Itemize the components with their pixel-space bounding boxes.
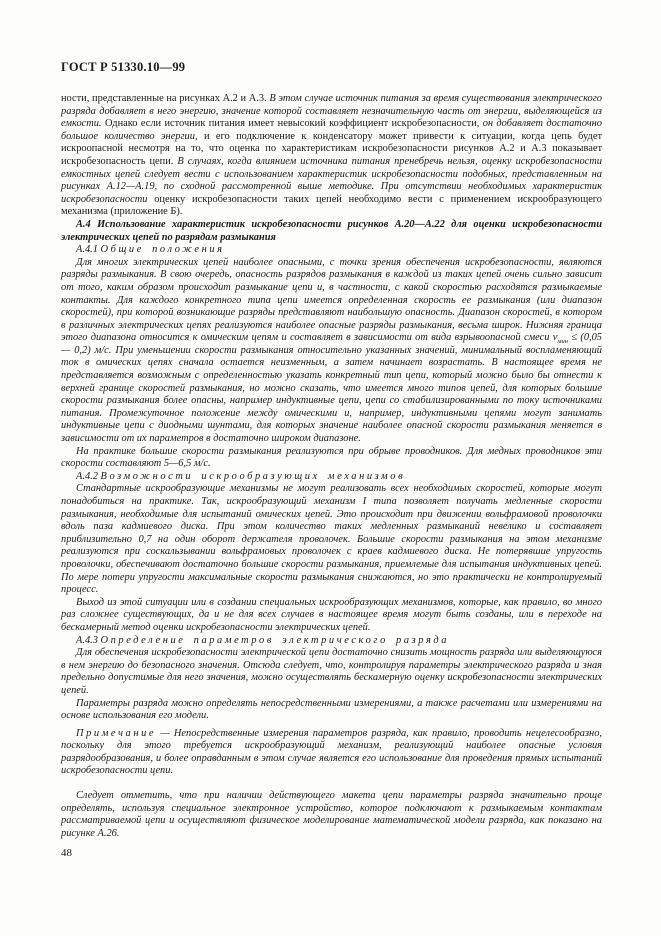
- section-heading-a4: [61, 219, 602, 244]
- text-run: Выход из этой ситуации или в создании специальных искрообразующих механизмов, которые, как правило, во много раз сложнее существующих, да и не для всех случаев в настоящее время могут быть созданы, или в переходе на бескамерный метод оценки искробезопасности электрических цепей.: [61, 596, 602, 633]
- document-header: ГОСТ Р 51330.10—99: [61, 60, 186, 74]
- text-run: А.4 Использование характеристик искробезопасности рисунков А.20—А.22 для оценки искробезопасности электрических цепей по разрядам размыкания: [61, 218, 602, 243]
- text-run: Для многих электрических цепей наиболее опасными, с точки зрения обеспечения искробезопасности, являются разряды размыкания. В свою очередь, опасность разрядов размыкания в каждой из таких цепей очень сильно зависит от того, каким образом происходит размыкание цепи и, в частности, с какой скоростью расходятся размыкаемые контакты. Для каждого конкретного типа цепи имеется определенная скорость ее размыкания (или диапазон скоростей), при которой возникающие разряды представляют наибольшую опасность. Диапазон скоростей, в котором в различных электрических цепях реализуются наиболее опасные разряды размыкания, весьма широк. Нижняя граница этого диапазона относится к омическим цепям и составляет в зависимости от вида взрывоопасной смеси: [61, 256, 602, 344]
- text-run: А.4.2: [76, 470, 101, 482]
- text-run: Однако если источник питания имеет невысокий коэффициент искробезопасности,: [104, 118, 483, 130]
- text-run: — Непосредственные измерения параметров разряда, как правило, проводить нецелесообразно, поскольку для этого требуется искрообразующий механизм, реализующий наиболее опасные условия разрядообразования, и более оправданным в этом случае является его использование для проведения прямых испытаний искробезопасности цепи.: [61, 727, 602, 777]
- subsection-heading-a4-3: [61, 635, 602, 648]
- text-run: В случаях, когда влиянием источника питания пренебречь нельзя, оценку искробезопасности емкостных цепей следует вести с использованием характеристик искробезопасности подобных, представленным на рисунках А.12—А.19, по сходной рассмотренной выше методике. При отсутствии необходимых характеристик искробезопасности: [61, 155, 602, 205]
- text-run: и его подключение к конденсатору может привести к ситуации, когда цепь будет искроопасной несмотря на то, что оценка по характеристикам искробезопасности рисунков А.2 и А.3 показывает искробезопасность цепи.: [61, 130, 602, 167]
- text-run: оценку искробезопасности таких цепей необходимо вести с применением искрообразующего механизма (приложение Б).: [61, 193, 602, 218]
- text-run: В этом случае источник питания за время существования электрического разряда добавляет в него энергию, значение которой составляет незначительную часть от энергии, выделяющейся из емкости.: [61, 93, 602, 130]
- paragraph-discharge-params: [61, 698, 602, 723]
- paragraph-final: [61, 790, 602, 840]
- text-run: ≤ (0,05 — 0,2) м/с. При уменьшении скорости размыкания относительно указанных значений, минимальный воспламеняющий ток в омических цепях сначала остается неизменным, а затем начинает возрастать. В настоящее время не представляется возможным с определенностью указать конкретный тип цепи, который можно было бы отнести к верхней границе скоростей размыкания, но можно сказать, что имеется много типов цепей, для которых большие скорости размыкания более опасны, например индуктивные цепи, цепи со стабилизированными по току источниками питания. Промежуточное положение между омическими и, например, индуктивными цепями могут занимать индуктивные цепи с диодными шунтами, для которых значение наиболее опасной скорости размыкания меняется в зависимости от их параметров в достаточно широком диапазоне.: [61, 332, 602, 445]
- text-run: На практике большие скорости размыкания реализуются при обрыве проводников. Для медных проводников эти скорости составляют 5—6,5 м/с.: [61, 445, 602, 470]
- page-number: 48: [61, 847, 72, 859]
- text-run: Для обеспечения искробезопасности электрической цепи достаточно снизить мощность разряда или выделяющуюся в нем энергию до безопасного значения. Отсюда следует, что, контролируя параметры электрического разряда и зная предельно допустимые для него значения, можно осуществлять бескамерную оценку искробезопасности электрических цепей.: [61, 647, 602, 696]
- text-run: Определение параметров электрического разряда: [100, 634, 450, 646]
- note-paragraph: [61, 728, 602, 778]
- text-run: мин: [557, 338, 569, 346]
- continued-paragraph: [61, 93, 602, 219]
- text-run: он добавляет достаточно большое количество энергии,: [61, 118, 603, 142]
- text-run: Стандартные искрообразующие механизмы не могут реализовать всех необходимых скоростей, которые могут понадобиться на практике. Так, искрообразующий механизм I типа позволяет получать медленные скорости размыкания, необходимые для испытаний омических цепей. Это происходит при движении вольфрамовой проволочки вдоль паза кадмиевого диска. При этом количество таких медленных размыканий невелико и составляет приблизительно 0,7 на один оборот держателя проволочек. Большие скорости размыкания на этом механизме реализуются при соскальзывании вольфрамовых проволочек с краев кадмиевого диска. Не потерявшие упругость проволочки, обеспечивают достаточно большие скорости размыкания, приемлемые для испытания индуктивных цепей. По мере потери упругости максимальные скорости размыкания снижаются, но это практически не контролируемый процесс.: [61, 483, 602, 596]
- text-run: v: [552, 332, 558, 344]
- paragraph-solution: [61, 597, 602, 635]
- text-run: Следует отметить, что при наличии действующего макета цепи параметры разряда значительно проще определять, используя специальное электронное устройство, которое подключают к размыкаемым контактам рассматриваемой цепи и осуществляют физическое моделирование математической модели разряда, как показано на рисунке А.26.: [61, 790, 602, 839]
- paragraph-a4-3-discharge: [61, 647, 602, 697]
- subsection-heading-a4-2: [61, 471, 602, 484]
- paragraph-practice-speeds: [61, 446, 602, 471]
- text-run: Общие положения: [100, 244, 225, 256]
- paragraph-a4-1-general: [61, 257, 602, 446]
- text-run: А.4.3: [76, 634, 101, 646]
- text-run: Возможности искрообразующих механизмов: [100, 470, 406, 482]
- text-run: Параметры разряда можно определять непосредственными измерениями, а также расчетами или измерениями на основе использования его модели.: [61, 697, 602, 722]
- text-run: А.4.1: [76, 244, 101, 256]
- text-run: ности, представленные на рисунках А.2 и А.3.: [61, 93, 270, 104]
- paragraph-a4-2-mechanisms: [61, 483, 602, 596]
- document-body: [61, 93, 602, 840]
- text-run: Примечание: [76, 727, 157, 739]
- subsection-heading-a4-1: [61, 244, 602, 257]
